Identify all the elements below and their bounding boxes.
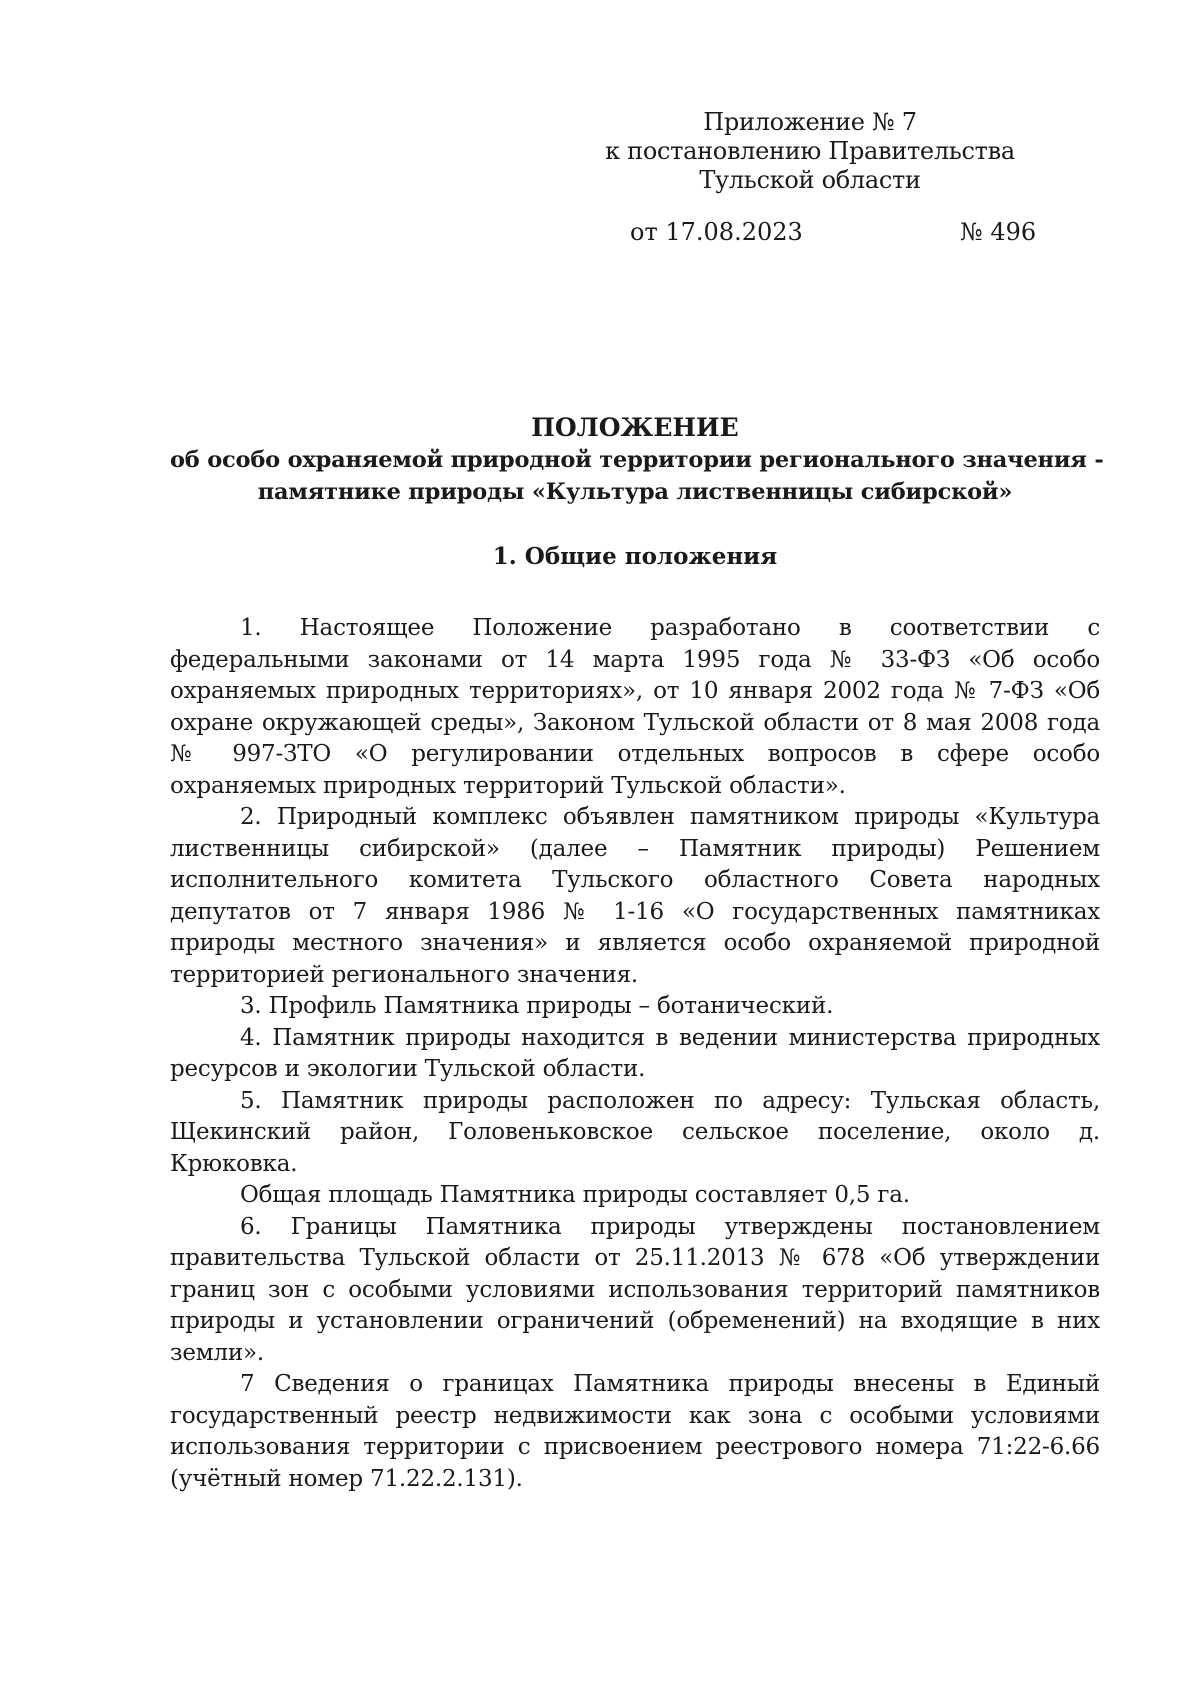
title-line-3: памятнике природы «Культура лиственницы сибирской» bbox=[257, 479, 1013, 505]
appendix-header bbox=[600, 108, 1020, 195]
appendix-line-2: к постановлению Правительства bbox=[605, 137, 1015, 165]
resolution-date: от 17.08.2023 bbox=[630, 218, 803, 246]
resolution-date-number bbox=[630, 218, 1050, 247]
title-line-2: об особо охраняемой природной территории регионального значения - bbox=[170, 447, 1104, 473]
paragraph: 1. Настоящее Положение разработано в соответствии с федеральными законами от 14 марта 1995 года № 33-ФЗ «Об особо охраняемых природных территориях», от 10 января 2002 года № 7-ФЗ «Об охране окружающей среды», Законом Тульской области от 8 мая 2008 года № 997-ЗТО «О регулировании отдельных вопросов в сфере особо охраняемых природных территорий Тульской области». bbox=[170, 615, 1100, 799]
appendix-line-3: Тульской области bbox=[699, 166, 921, 194]
paragraph: 4. Памятник природы находится в ведении министерства природных ресурсов и экологии Тульской области. bbox=[170, 1024, 1100, 1082]
section-body bbox=[170, 613, 1100, 1495]
title-main: ПОЛОЖЕНИЕ bbox=[531, 413, 739, 442]
paragraph: 3. Профиль Памятника природы – ботанический. bbox=[240, 993, 834, 1019]
resolution-number: № 496 bbox=[960, 218, 1037, 246]
paragraph: 2. Природный комплекс объявлен памятником природы «Культура лиственницы сибирской» (далее – Памятник природы) Решением исполнительного комитета Тульского областного Совета народных депутатов от 7 января 1986 № 1-16 «О государственных памятниках природы местного значения» и является особо охраняемой природной территорией регионального значения. bbox=[170, 804, 1100, 988]
document-title bbox=[170, 412, 1104, 508]
appendix-line-1: Приложение № 7 bbox=[703, 108, 917, 136]
section-heading: 1. Общие положения bbox=[492, 543, 778, 570]
paragraph: 7 Сведения о границах Памятника природы внесены в Единый государственный реестр недвижимости как зона с особыми условиями использования территории с присвоением реестрового номера 71:22-6.66 (учётный номер 71.22.2.131). bbox=[170, 1371, 1100, 1492]
paragraph: 6. Границы Памятника природы утверждены постановлением правительства Тульской области от 25.11.2013 № 678 «Об утверждении границ зон с особыми условиями использования территорий памятников природы и установлении ограничений (обременений) на входящие в них земли». bbox=[170, 1213, 1100, 1366]
paragraph: Общая площадь Памятника природы составляет 0,5 га. bbox=[240, 1182, 910, 1208]
paragraph: 5. Памятник природы расположен по адресу: Тульская область, Щекинский район, Головеньковское сельское поселение, около д. Крюковка. bbox=[170, 1087, 1100, 1177]
